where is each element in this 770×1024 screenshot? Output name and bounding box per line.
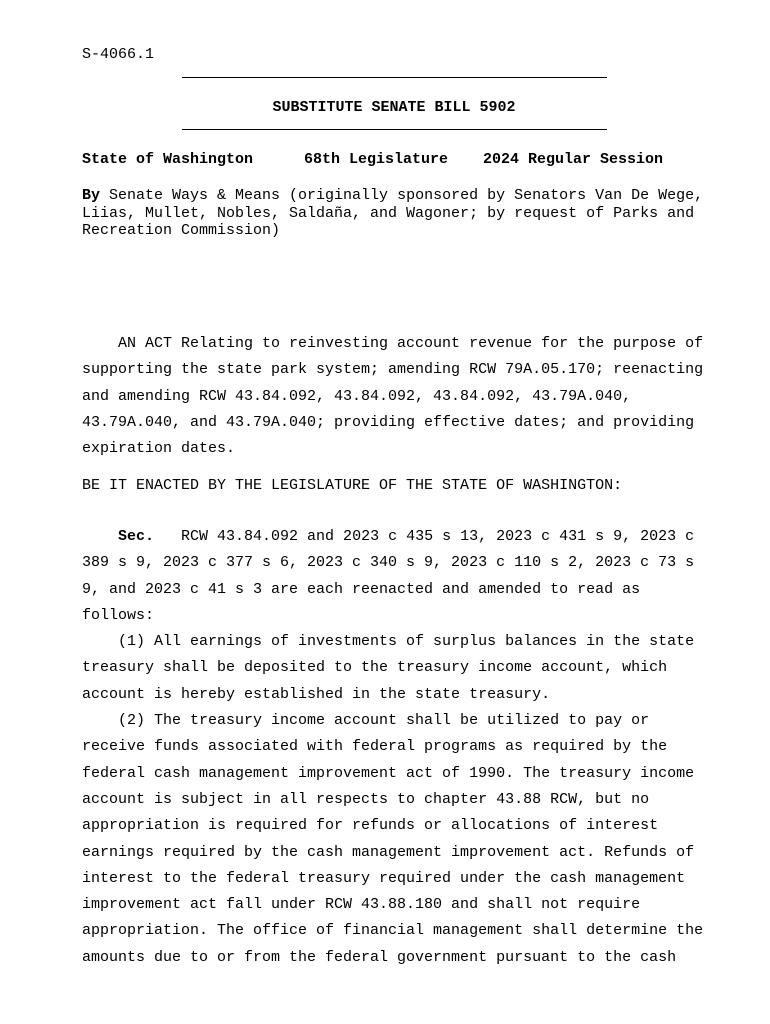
section-line: account is hereby established in the state treasury. — [82, 685, 551, 703]
section-first-line — [82, 524, 722, 550]
sponsor-block — [82, 187, 722, 240]
act-line: 43.79A.040, and 43.79A.040; providing effective dates; and providing — [82, 413, 695, 431]
section-line: (2) The treasury income account shall be utilized to pay or — [82, 712, 650, 730]
section-line: 389 s 9, 2023 c 377 s 6, 2023 c 340 s 9, 2023 c 110 s 2, 2023 c 73 s — [82, 554, 695, 572]
section-line: 9, and 2023 c 41 s 3 are each reenacted and amended to read as — [82, 580, 641, 598]
section-body — [82, 524, 722, 971]
section-line: federal cash management improvement act of 1990. The treasury income — [82, 764, 695, 782]
section-first-line-text: RCW 43.84.092 and 2023 c 435 s 13, 2023 c 431 s 9, 2023 c — [154, 528, 695, 545]
legislature-label: 68th Legislature — [304, 151, 449, 168]
section-line: earnings required by the cash management improvement act. Refunds of — [82, 843, 695, 861]
state-label: State of Washington — [82, 151, 254, 168]
section-line: receive funds associated with federal programs as required by the — [82, 738, 668, 756]
section-line: follows: — [82, 606, 155, 624]
sponsor-line: Liias, Mullet, Nobles, Saldaña, and Wagoner; by request of Parks and — [82, 204, 695, 222]
section-line: appropriation is required for refunds or allocations of interest — [82, 817, 659, 835]
section-line: appropriation. The office of financial management shall determine the — [82, 922, 704, 940]
section-line: treasury shall be deposited to the treasury income account, which — [82, 659, 668, 677]
title-bottom-rule — [182, 129, 607, 130]
enacting-clause: BE IT ENACTED BY THE LEGISLATURE OF THE STATE OF WASHINGTON: — [82, 477, 623, 494]
act-line: supporting the state park system; amending RCW 79A.05.170; reenacting — [82, 361, 704, 379]
act-line: and amending RCW 43.84.092, 43.84.092, 43.84.092, 43.79A.040, — [82, 387, 632, 405]
sponsor-text: Senate Ways & Means (originally sponsored by Senators Van De Wege, — [100, 187, 704, 204]
sponsor-line — [82, 187, 722, 205]
act-line: AN ACT Relating to reinvesting account revenue for the purpose of — [82, 335, 704, 352]
section-line: account is subject in all respects to chapter 43.88 RCW, but no — [82, 790, 650, 808]
session-label: 2024 Regular Session — [483, 151, 664, 168]
title-top-rule — [182, 77, 607, 78]
act-line: expiration dates. — [82, 440, 236, 458]
act-title-paragraph — [82, 331, 722, 462]
section-line: interest to the federal treasury required under the cash management — [82, 869, 686, 887]
section-label: Sec. — [118, 528, 155, 545]
section-line: amounts due to or from the federal government pursuant to the cash — [82, 948, 677, 966]
bill-title: SUBSTITUTE SENATE BILL 5902 — [272, 99, 516, 116]
section-line: improvement act fall under RCW 43.88.180 and shall not require — [82, 896, 641, 914]
section-line: (1) All earnings of investments of surplus balances in the state — [82, 633, 695, 651]
document-number: S-4066.1 — [82, 46, 155, 63]
sponsor-by-label: By — [82, 187, 101, 204]
sponsor-line: Recreation Commission) — [82, 222, 281, 239]
